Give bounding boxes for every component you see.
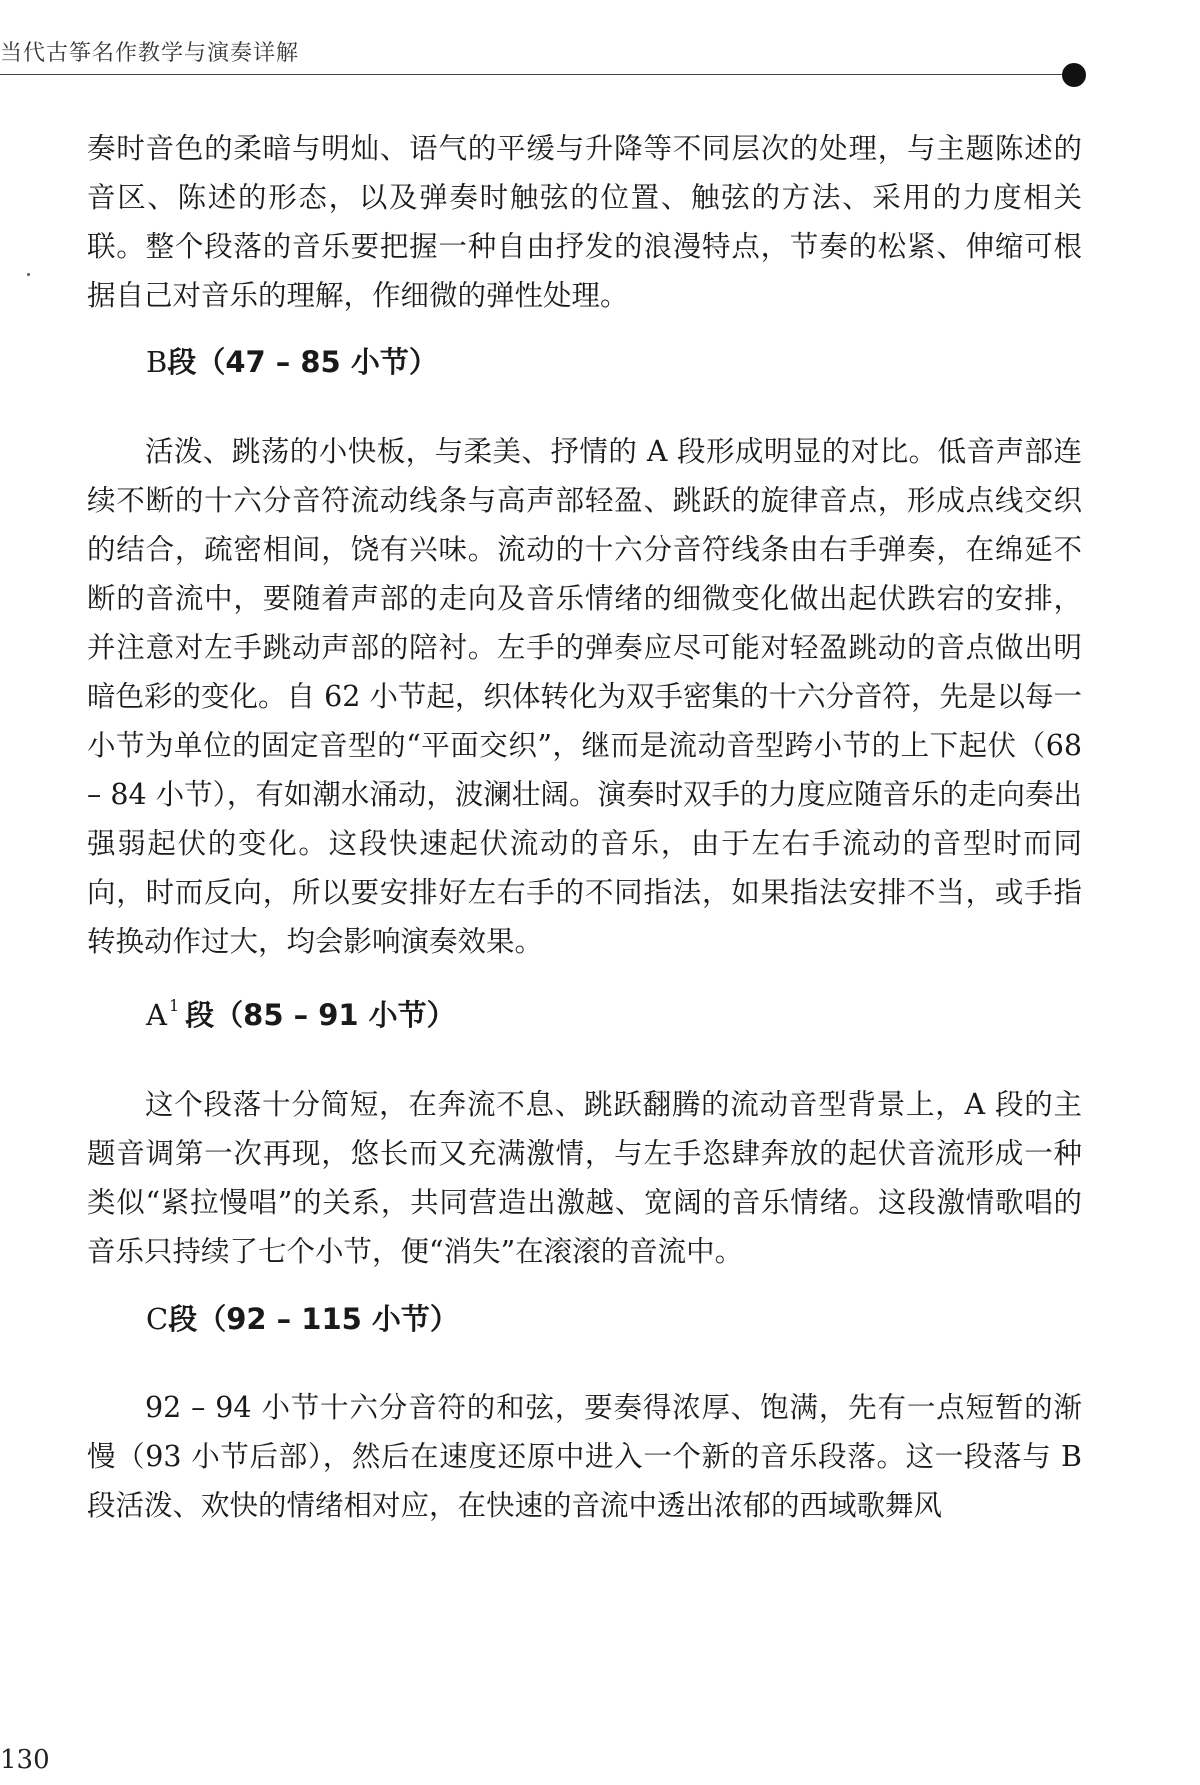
heading-letter: B [146,345,168,379]
margin-speck [27,273,30,276]
heading-label: 段 [185,998,215,1032]
page-number: 130 [0,1745,50,1775]
heading-label: 段 [167,345,197,379]
heading-range: （47 – 85 小节） [196,345,438,379]
section-heading-c [146,1297,459,1338]
header-rule [0,74,1066,75]
paragraph-a1: 这个段落十分简短，在奔流不息、跳跃翻腾的流动音型背景上，A 段的主题音调第一次再现，悠长而又充满激情，与左手恣肆奔放的起伏音流形成一种类似“紧拉慢唱”的关系，共同营造出激越、宽阔的音乐情绪。这段激情歌唱的音乐只持续了七个小节，便“消失”在滚滚的音流中。 [87,1088,1082,1268]
paragraph-b: 活泼、跳荡的小快板，与柔美、抒情的 A 段形成明显的对比。低音声部连续不断的十六分音符流动线条与高声部轻盈、跳跃的旋律音点，形成点线交织的结合，疏密相间，饶有兴味。流动的十六分音符线条由右手弹奏，在绵延不断的音流中，要随着声部的走向及音乐情绪的细微变化做出起伏跌宕的安排，并注意对左手跳动声部的陪衬。左手的弹奏应尽可能对轻盈跳动的音点做出明暗色彩的变化。自 62 小节起，织体转化为双手密集的十六分音符，先是以每一小节为单位的固定音型的“平面交织”，继而是流动音型跨小节的上下起伏（68 – 84 小节），有如潮水涌动，波澜壮阔。演奏时双手的力度应随音乐的走向奏出强弱起伏的变化。这段快速起伏流动的音乐，由于左右手流动的音型时而同向，时而反向，所以要安排好左右手的不同指法，如果指法安排不当，或手指转换动作过大，均会影响演奏效果。 [87,435,1082,958]
paragraph-c: 92 – 94 小节十六分音符的和弦，要奏得浓厚、饱满，先有一点短暂的渐慢（93 小节后部），然后在速度还原中进入一个新的音乐段落。这一段落与 B 段活泼、欢快的情绪相对应，在快速的音流中透出浓郁的西域歌舞风 [87,1391,1082,1522]
heading-label: 段 [168,1302,198,1336]
heading-letter: C [146,1302,169,1336]
heading-superscript: 1 [168,996,180,1015]
section-heading-a1 [146,993,456,1034]
heading-range: （85 – 91 小节） [214,998,456,1032]
paragraph-intro: 奏时音色的柔暗与明灿、语气的平缓与升降等不同层次的处理，与主题陈述的音区、陈述的形态，以及弹奏时触弦的位置、触弦的方法、采用的力度相关联。整个段落的音乐要把握一种自由抒发的浪漫特点，节奏的松紧、伸缩可根据自己对音乐的理解，作细微的弹性处理。 [87,132,1082,312]
running-header-title: 当代古筝名作教学与演奏详解 [0,41,300,66]
heading-letter: A [146,998,167,1032]
section-heading-b [146,340,438,381]
header-bullet-dot [1062,63,1086,87]
heading-range: （92 – 115 小节） [197,1302,459,1336]
